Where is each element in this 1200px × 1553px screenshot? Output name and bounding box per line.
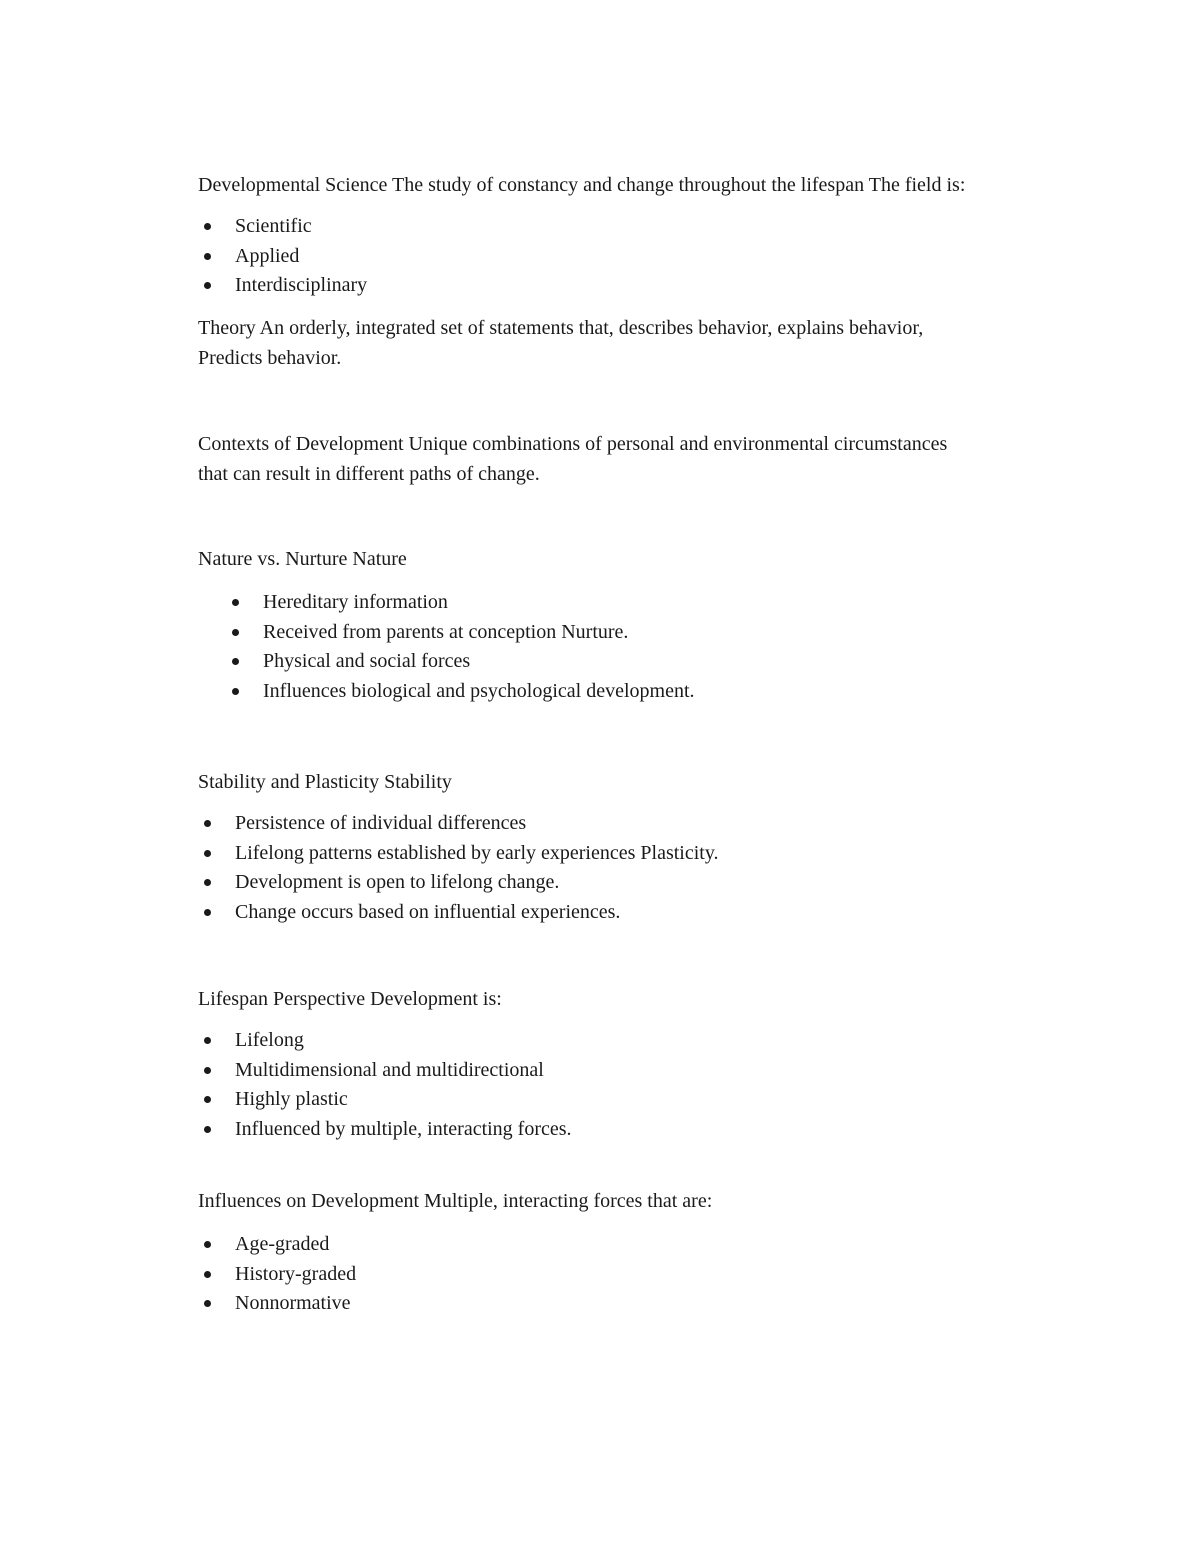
bullet-icon	[204, 850, 211, 857]
bullet-icon	[204, 909, 211, 916]
list-item: Influenced by multiple, interacting forces.	[198, 1115, 1058, 1145]
bullet-icon	[204, 282, 211, 289]
bullet-list	[198, 588, 1058, 706]
bullet-icon	[204, 1271, 211, 1278]
bullet-icon	[232, 658, 239, 665]
section-contexts	[198, 429, 1058, 489]
bullet-list	[198, 1230, 1058, 1319]
bullet-icon	[204, 879, 211, 886]
bullet-list	[198, 809, 1058, 927]
bullet-icon	[204, 1126, 211, 1133]
bullet-list	[198, 1026, 1058, 1144]
section-stability-plasticity	[198, 767, 1058, 927]
list-item: Lifelong	[198, 1026, 1058, 1056]
section-intro: Nature vs. Nurture Nature	[198, 548, 407, 570]
list-item: Age-graded	[198, 1230, 1058, 1260]
bullet-icon	[204, 1300, 211, 1307]
section-theory	[198, 313, 1058, 373]
section-lifespan-perspective	[198, 984, 1058, 1144]
bullet-icon	[232, 629, 239, 636]
list-item: Received from parents at conception Nurture.	[198, 618, 1058, 648]
list-item: History-graded	[198, 1260, 1058, 1290]
section-line: Contexts of Development Unique combinations of personal and environmental circumstances	[198, 433, 948, 455]
list-item: Hereditary information	[198, 588, 1058, 618]
section-nature-nurture	[198, 544, 1058, 706]
section-intro: Lifespan Perspective Development is:	[198, 988, 502, 1010]
list-item: Highly plastic	[198, 1085, 1058, 1115]
section-intro: Stability and Plasticity Stability	[198, 771, 452, 793]
list-item: Multidimensional and multidirectional	[198, 1056, 1058, 1086]
list-item: Lifelong patterns established by early experiences Plasticity.	[198, 839, 1058, 869]
bullet-icon	[204, 820, 211, 827]
list-item: Physical and social forces	[198, 647, 1058, 677]
list-item: Change occurs based on influential experiences.	[198, 898, 1058, 928]
list-item: Applied	[198, 242, 1058, 272]
bullet-icon	[204, 1096, 211, 1103]
bullet-icon	[232, 599, 239, 606]
list-item: Nonnormative	[198, 1289, 1058, 1319]
bullet-list	[198, 212, 1058, 301]
list-item: Interdisciplinary	[198, 271, 1058, 301]
bullet-icon	[204, 223, 211, 230]
bullet-icon	[204, 1037, 211, 1044]
section-developmental-science	[198, 170, 1058, 301]
section-line: Predicts behavior.	[198, 347, 342, 369]
section-line: that can result in different paths of change.	[198, 463, 540, 485]
list-item: Scientific	[198, 212, 1058, 242]
section-line: Theory An orderly, integrated set of statements that, describes behavior, explains behavior,	[198, 317, 924, 339]
bullet-icon	[204, 1241, 211, 1248]
bullet-icon	[232, 688, 239, 695]
list-item: Development is open to lifelong change.	[198, 868, 1058, 898]
list-item: Influences biological and psychological development.	[198, 677, 1058, 707]
bullet-icon	[204, 253, 211, 260]
section-intro: Influences on Development Multiple, interacting forces that are:	[198, 1190, 713, 1212]
bullet-icon	[204, 1067, 211, 1074]
list-item: Persistence of individual differences	[198, 809, 1058, 839]
section-intro: Developmental Science The study of constancy and change throughout the lifespan The field is:	[198, 174, 966, 196]
section-influences	[198, 1186, 1058, 1319]
